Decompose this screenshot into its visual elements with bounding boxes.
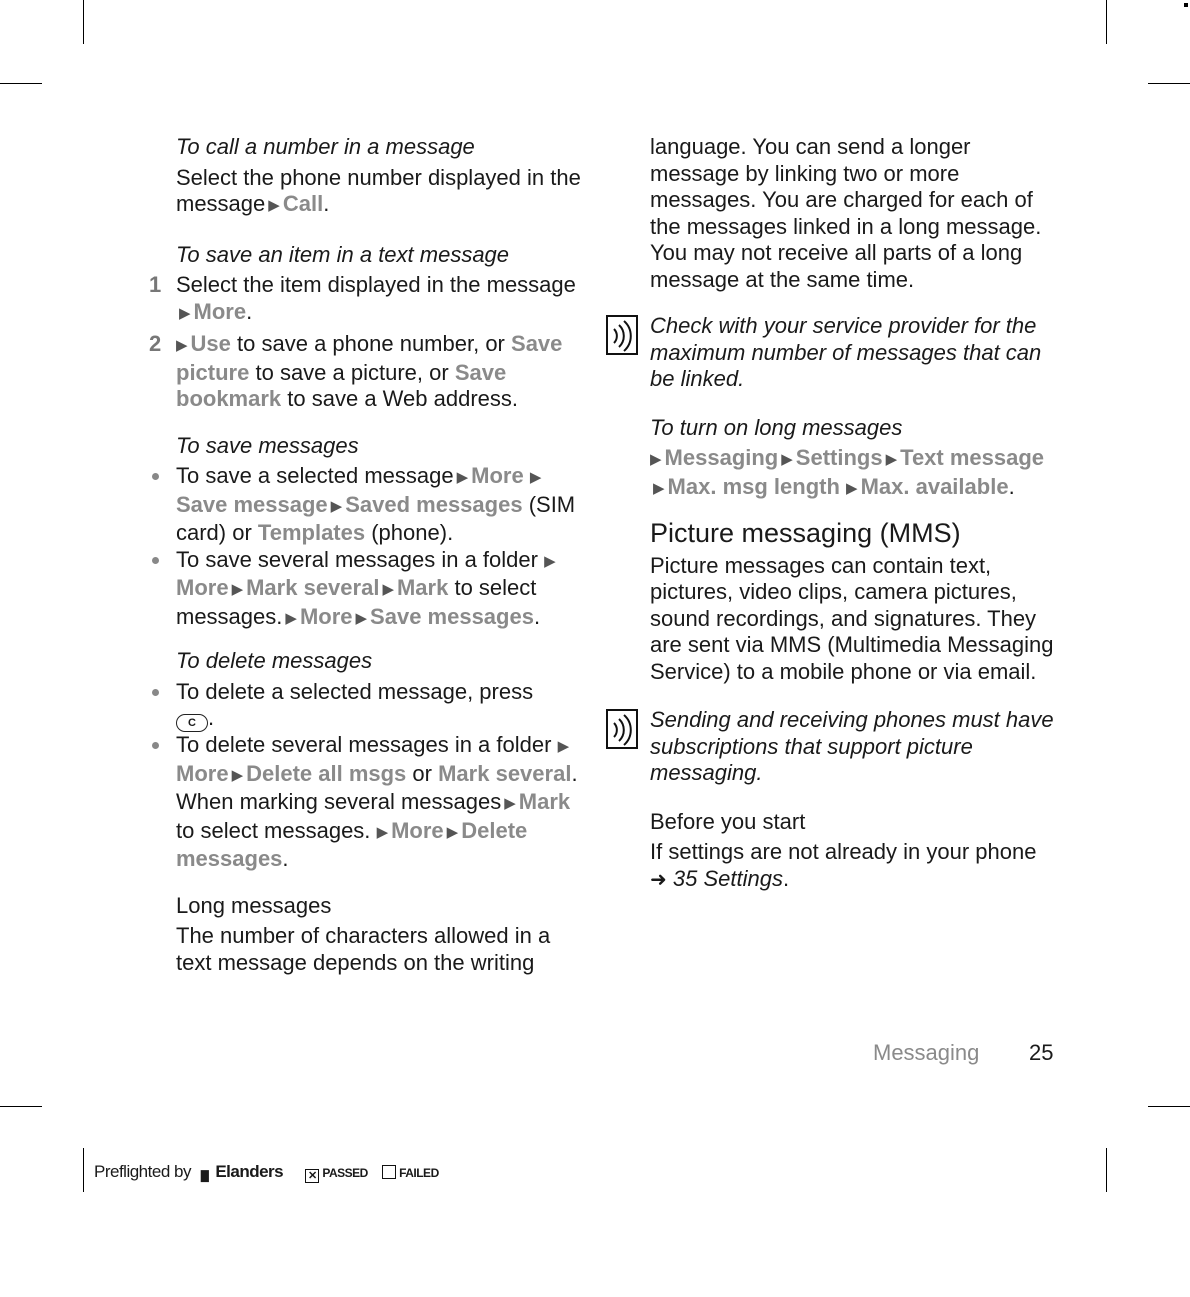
call-heading: To call a number in a message xyxy=(176,134,475,159)
save-bookmark-menu-item: Save bookmark xyxy=(176,359,507,411)
failed-status: FAILED xyxy=(382,1166,439,1180)
arrow-icon: ▶ xyxy=(231,581,244,598)
delete-heading: To delete messages xyxy=(176,648,373,673)
checked-box-icon: ✕ xyxy=(305,1169,319,1183)
arrow-icon: ▶ xyxy=(650,451,662,468)
list-item: To delete several messages in a folder ▶More ▶ Delete all msgs or Mark several. When marking several messages ▶ Mark to select messages. ▶ More ▶ Delete messages. xyxy=(176,732,586,873)
elanders-logo: ▖Elanders xyxy=(201,1161,284,1182)
mms-section xyxy=(650,520,1055,685)
arrow-icon: ▶ xyxy=(544,552,556,570)
arrow-icon: ▶ xyxy=(176,337,188,354)
arrow-icon: ▶ xyxy=(376,823,389,841)
arrow-icon: ▶ xyxy=(781,451,793,468)
before-text: If settings are not already in your phone ➜ 35 Settings. xyxy=(650,839,1037,891)
crop-mark xyxy=(83,1148,84,1192)
crop-mark xyxy=(0,1106,42,1107)
arrow-icon: ▶ xyxy=(446,823,459,841)
arrow-icon: ▶ xyxy=(504,795,516,812)
right-column xyxy=(650,134,1055,893)
note-icon xyxy=(606,709,638,749)
bullet-icon xyxy=(152,557,159,564)
empty-box-icon xyxy=(382,1165,396,1179)
call-number-section xyxy=(176,134,586,220)
crop-mark xyxy=(1106,0,1107,44)
save-picture-menu-item: Save picture xyxy=(176,331,563,385)
before-section xyxy=(650,809,1055,894)
mms-heading: Picture messaging (MMS) xyxy=(650,518,961,548)
arrow-icon: ▶ xyxy=(285,609,297,627)
arrow-icon: ▶ xyxy=(456,469,469,486)
arrow-icon: ▶ xyxy=(355,609,368,627)
crop-mark xyxy=(1148,1106,1190,1107)
call-text: Select the phone number displayed in the message ▶ Call. xyxy=(176,165,586,220)
list-item: To save a selected message ▶ More ▶Save message ▶ Saved messages (SIM card) or Templates (phone). xyxy=(176,463,586,547)
crop-mark xyxy=(1148,83,1190,84)
long-messages-section xyxy=(176,893,586,977)
delete-messages-section xyxy=(176,648,586,873)
long-text: The number of characters allowed in a text message depends on the writing xyxy=(176,923,551,975)
bullet-icon xyxy=(152,473,159,480)
note-icon xyxy=(606,315,638,355)
arrow-ref-icon: ➜ xyxy=(650,868,667,891)
call-menu-item: Call xyxy=(282,191,324,216)
turn-on-heading: To turn on long messages xyxy=(650,414,903,440)
preflight-stamp: Preflighted by ▖Elanders ✕ PASSED FAILED xyxy=(94,1161,439,1182)
mms-text: Picture messages can contain text, pictures, video clips, camera pictures, sound recordings, and signatures. They are sent via MMS (Multimedia Messaging Service) to a mobile phone or via email. xyxy=(650,552,1054,684)
step-1: 1 Select the item displayed in the message▶ More. xyxy=(176,272,586,327)
crop-dot xyxy=(1184,3,1188,7)
step-number: 2 xyxy=(149,331,162,356)
settings-ref: 35 Settings xyxy=(672,865,783,891)
arrow-icon: ▶ xyxy=(179,304,191,322)
arrow-icon: ▶ xyxy=(231,766,244,784)
arrow-icon: ▶ xyxy=(653,479,665,497)
more-menu-item: More xyxy=(193,298,247,324)
arrow-icon: ▶ xyxy=(529,469,542,486)
use-menu-item: Use xyxy=(190,331,231,356)
turn-on-section xyxy=(650,415,1055,503)
left-column xyxy=(149,134,586,976)
passed-status: ✕ PASSED xyxy=(305,1166,367,1180)
long-heading: Long messages xyxy=(176,892,332,918)
c-key-icon: C xyxy=(176,714,208,732)
crop-mark xyxy=(0,83,42,84)
note-linked: Check with your service provider for the maximum number of messages that can be linked. xyxy=(650,313,1055,393)
arrow-icon: ▶ xyxy=(382,581,394,598)
arrow-icon: ▶ xyxy=(268,197,280,214)
arrow-icon: ▶ xyxy=(885,451,898,468)
list-item: To delete a selected message, press C . xyxy=(176,679,586,733)
arrow-icon: ▶ xyxy=(330,497,343,515)
step-number: 1 xyxy=(149,272,162,297)
note-subscriptions: Sending and receiving phones must have subscriptions that support picture messaging. xyxy=(650,707,1055,787)
arrow-icon: ▶ xyxy=(557,738,570,755)
save-messages-heading: To save messages xyxy=(176,432,359,458)
save-messages-section xyxy=(176,433,586,633)
list-item: To save several messages in a folder ▶More ▶ Mark several ▶ Mark to select messages. ▶ More ▶ Save messages. xyxy=(176,547,586,633)
bullet-icon xyxy=(152,742,159,749)
crop-mark xyxy=(83,0,84,44)
before-heading: Before you start xyxy=(650,808,806,834)
step-2: 2 ▶ Use to save a phone number, or Save picture to save a picture, or Save bookmark to save a Web address. xyxy=(149,331,563,411)
arrow-icon: ▶ xyxy=(846,479,858,497)
footer-section: Messaging xyxy=(873,1040,980,1065)
long-cont-text: language. You can send a longer message by linking two or more messages. You are charged for each of the messages linked in a long message. You may not receive all parts of a long message at the same time. xyxy=(650,134,1042,292)
turn-on-path: ▶ Messaging ▶ Settings ▶ Text message▶ Max. msg length ▶ Max. available. xyxy=(650,445,1055,502)
page-number: 25 xyxy=(1029,1040,1054,1065)
bullet-icon xyxy=(152,689,159,696)
save-item-heading: To save an item in a text message xyxy=(176,241,510,267)
save-item-section xyxy=(149,241,586,413)
crop-mark xyxy=(1106,1148,1107,1192)
